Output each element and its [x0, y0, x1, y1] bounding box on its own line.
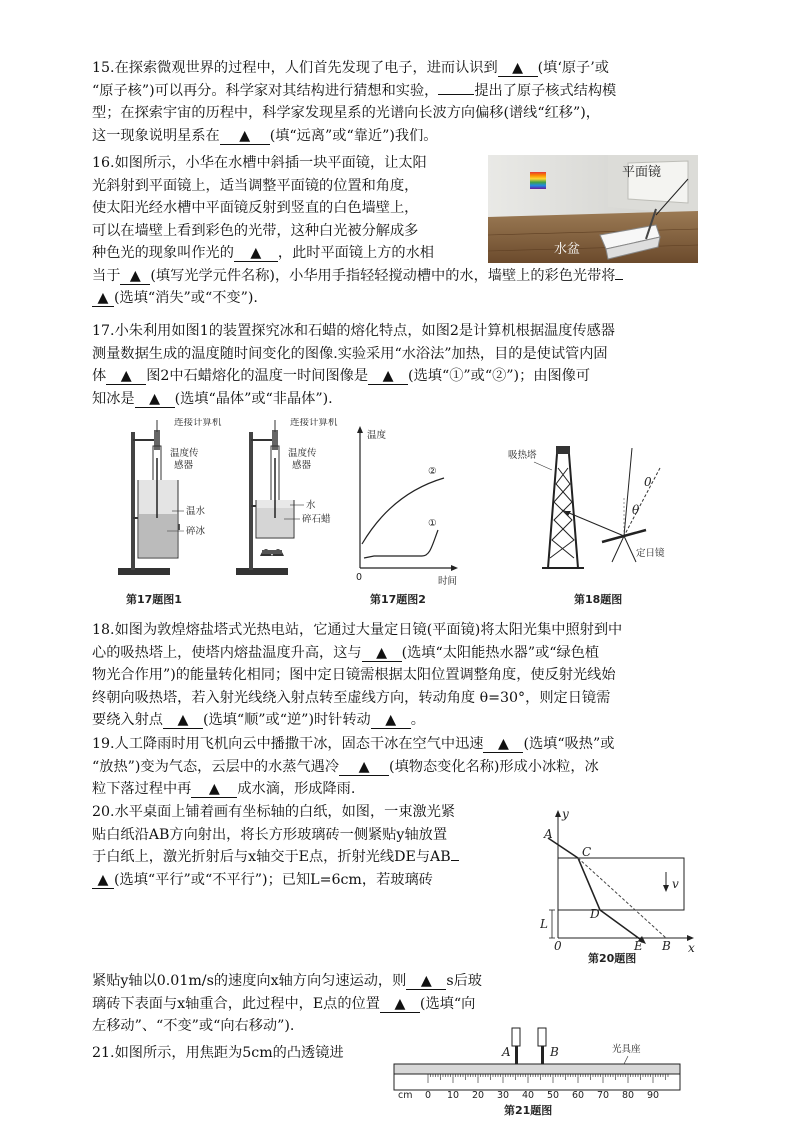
ruler-tick-label: 30 — [497, 1090, 510, 1101]
q15-text: (填“远离”或“靠近”)我们。 — [269, 127, 438, 144]
question-21 — [92, 1042, 377, 1065]
answer-blank[interactable]: ▲ — [371, 712, 411, 729]
fig20-caption: 第20题图 — [588, 952, 637, 965]
q16-text: 可以在墙壁上看到彩色的光带，这种白光被分解成多 — [92, 222, 419, 239]
q17-text: 知冰是 — [92, 390, 135, 407]
fig1b-wax-label: 碎石蜡 — [302, 514, 331, 525]
question-19 — [92, 733, 704, 801]
curve-1-label: ① — [428, 518, 437, 529]
q17-text: 测量数据生成的温度随时间变化的图像.实验采用“水浴法”加热，目的是使试管内固 — [92, 345, 608, 362]
answer-blank[interactable]: ▲ — [163, 712, 203, 729]
fig17-1-apparatus — [118, 418, 222, 606]
fig1-computer-label: 连接计算机 — [174, 418, 222, 428]
q19-text: “放热”)变为气态，云层中的水蒸气遇冷 — [92, 758, 340, 775]
q18-text: 物光合作用”)的能量转化相同；图中定日镜需根据太阳位置调整角度，使反射光线始 — [92, 667, 616, 683]
q19-text: (填物态变化名称)形成小冰粒，冰 — [389, 758, 599, 775]
fig1b-sensor-label-2: 感器 — [292, 460, 312, 471]
q15-text: 这一现象说明星系在 — [92, 127, 220, 144]
question-20 — [92, 801, 522, 891]
q17-text: (选填“晶体”或“非晶体”). — [174, 390, 333, 407]
ruler-labels — [425, 1090, 659, 1101]
answer-blank[interactable]: ▲ — [92, 872, 114, 889]
curve-2-label: ② — [428, 466, 437, 477]
q18-text: 终朝向吸热塔，若入射光线绕入射点转至虚线方向，转动角度 θ=30°，则定日镜需 — [92, 689, 611, 706]
ruler-tick-label: 90 — [647, 1090, 660, 1101]
q15-text: (填‘原子’或 — [537, 60, 609, 76]
fig18-caption: 第18题图 — [574, 593, 623, 606]
fig1b-sensor-label: 温度传 — [288, 448, 317, 459]
q21-text: 21.如图所示，用焦距为5cm的凸透镜进 — [92, 1045, 344, 1061]
fig21-caption: 第21题图 — [504, 1104, 553, 1117]
fig17-2-caption: 第17题图2 — [370, 593, 426, 606]
answer-blank[interactable]: ▲ — [191, 781, 237, 798]
curve-1-line — [364, 530, 438, 558]
answer-blank[interactable] — [615, 279, 623, 280]
fig2-origin: 0 — [356, 572, 363, 583]
q18-text: 。 — [410, 712, 425, 728]
q20-text: 于白纸上，激光折射后与x轴交于E点，折射光线DE与AB — [92, 849, 451, 865]
answer-blank[interactable]: ▲ — [120, 268, 150, 285]
answer-blank[interactable]: ▲ — [368, 368, 408, 385]
q20-text: 20.水平桌面上铺着画有坐标轴的白纸，如图，一束激光紧 — [92, 804, 456, 820]
answer-blank[interactable]: ▲ — [234, 245, 278, 262]
answer-blank[interactable]: ▲ — [135, 391, 175, 408]
point-b-label: B — [550, 1045, 559, 1059]
mirror-label: 平面镜 — [622, 165, 662, 180]
fig3-theta: θ — [632, 503, 640, 517]
q19-text: 19.人工降雨时用飞机向云中播撒干冰，固态干冰在空气中迅速 — [92, 736, 484, 752]
fig3-mirror-label: 定日镜 — [636, 548, 665, 559]
figure-strip-17-18 — [112, 418, 688, 610]
q16-text: 使太阳光经水槽中平面镜反射到竖直的白色墙壁上， — [92, 200, 419, 216]
fig1-ice-label: 碎冰 — [186, 526, 206, 537]
q20-text: (选填“平行”或“不平行”)；已知L=6cm，若玻璃砖 — [114, 871, 433, 888]
question-17 — [92, 320, 704, 410]
answer-blank[interactable] — [451, 860, 459, 861]
point-a-label: A — [544, 827, 553, 841]
q16-text: (填写光学元件名称)，小华用手指轻轻搅动槽中的水，墙壁上的彩色光带将 — [150, 267, 616, 284]
fig17-2-graph — [356, 426, 458, 606]
q18-text: (选填“太阳能热水器”或“绿色植 — [401, 644, 600, 661]
q17-text: 图2中石蜡熔化的温度一时间图像是 — [146, 368, 369, 384]
ruler-tick-label: 0 — [425, 1090, 432, 1101]
axis-x-label: x — [688, 941, 695, 955]
answer-blank[interactable] — [438, 94, 474, 95]
point-e-label: E — [634, 939, 643, 953]
point-d-label: D — [590, 907, 600, 921]
fig17-1b-apparatus — [236, 418, 338, 575]
q20-text: 左移动”、“不变”或“向右移动”). — [92, 1018, 295, 1034]
q16-text: 当于 — [92, 267, 121, 284]
answer-blank[interactable]: ▲ — [339, 759, 389, 776]
fig3-o: 0 — [644, 475, 652, 489]
question-18 — [92, 619, 704, 732]
q19-text: 粒下落过程中再 — [92, 781, 192, 797]
mirror-basin-photo — [488, 155, 698, 263]
ruler-tick-label: 10 — [447, 1090, 460, 1101]
q16-text: 光斜射到平面镜上，适当调整平面镜的位置和角度， — [92, 177, 419, 194]
q18-text: 要绕入射点 — [92, 712, 163, 728]
unit-label: cm — [398, 1090, 413, 1101]
ruler-tick-label: 40 — [522, 1090, 535, 1101]
ruler-tick-label: 80 — [622, 1090, 635, 1101]
answer-blank[interactable]: ▲ — [220, 128, 270, 145]
axis-y-label: y — [562, 808, 569, 821]
answer-blank[interactable]: ▲ — [483, 736, 523, 753]
question-15 — [92, 57, 704, 147]
fig17-1-caption: 第17题图1 — [126, 593, 182, 606]
ruler-tick-label: 60 — [572, 1090, 585, 1101]
fig18-tower — [508, 446, 665, 606]
q15-text: 型；在探索宇宙的历程中，科学家发现星系的光谱向长波方向偏移(谱线“红移”)， — [92, 105, 600, 121]
q15-text: 15.在探索微观世界的过程中，人们首先发现了电子，进而认识到 — [92, 60, 498, 76]
velocity-label: v — [672, 877, 679, 891]
q17-text: 体 — [92, 368, 107, 384]
fig2-xlabel: 时间 — [438, 576, 458, 587]
bench-label: 光具座 — [612, 1044, 641, 1055]
point-a-label: A — [502, 1045, 511, 1059]
fig20-refraction-diagram — [540, 808, 700, 966]
point-b-label: B — [662, 939, 671, 953]
answer-blank[interactable]: ▲ — [362, 645, 402, 662]
q20-text: (选填“向 — [419, 995, 476, 1012]
q16-text: 16.如图所示，小华在水槽中斜插一块平面镜，让太阳 — [92, 155, 427, 171]
q20-text: 璃砖下表面与x轴重合，此过程中，E点的位置 — [92, 995, 380, 1012]
answer-blank[interactable]: ▲ — [92, 290, 114, 307]
q16-text: ，此时平面镜上方的水相 — [277, 245, 434, 261]
q20-text: 紧贴y轴以0.01m/s的速度向x轴方向匀速运动，则 — [92, 973, 407, 989]
q17-text: (选填“①”或“②”)；由图像可 — [408, 368, 591, 384]
point-c-label: C — [582, 845, 592, 859]
q20-text: 贴白纸沿AB方向射出，将长方形玻璃砖一侧紧贴y轴放置 — [92, 826, 448, 843]
q18-text: 心的吸热塔上，使塔内熔盐温度升高，这与 — [92, 644, 362, 661]
ruler-tick-label: 20 — [472, 1090, 485, 1101]
q16-text: 种色光的现象叫作光的 — [92, 245, 234, 261]
fig3-tower-label: 吸热塔 — [508, 450, 537, 461]
curve-2-line — [362, 478, 444, 544]
length-l-label: L — [540, 917, 548, 931]
q19-text: 成水滴，形成降雨. — [237, 781, 356, 797]
fig1-water-label: 温水 — [186, 506, 206, 517]
fig1-sensor-label: 温度传 — [170, 448, 199, 459]
answer-blank[interactable]: ▲ — [406, 973, 446, 990]
q20-text: s后玻 — [446, 973, 482, 989]
fig1b-water-label: 水 — [306, 500, 316, 511]
q15-text: 提出了原子核式结构模 — [474, 82, 617, 99]
fig2-ylabel: 温度 — [367, 430, 387, 441]
q15-text: “原子核”)可以再分。科学家对其结构进行猜想和实验， — [92, 82, 439, 99]
fig21-optical-bench — [392, 1026, 684, 1118]
answer-blank[interactable]: ▲ — [106, 368, 146, 385]
rainbow-band — [530, 172, 546, 189]
origin-label: 0 — [554, 939, 562, 953]
fig1-sensor-label-2: 感器 — [174, 460, 194, 471]
answer-blank[interactable]: ▲ — [380, 996, 420, 1013]
ruler-tick-label: 70 — [597, 1090, 610, 1101]
basin-label: 水盆 — [554, 242, 581, 257]
ruler-tick-label: 50 — [547, 1090, 560, 1101]
fig1b-computer-label: 连接计算机 — [290, 418, 338, 428]
q17-text: 17.小朱利用如图1的装置探究冰和石蜡的熔化特点，如图2是计算机根据温度传感器 — [92, 323, 615, 339]
q19-text: (选填“吸热”或 — [523, 736, 615, 752]
q18-text: (选填“顺”或“逆”)时针转动 — [202, 712, 371, 728]
answer-blank[interactable]: ▲ — [498, 60, 538, 77]
q16-text: (选填“消失”或“不变”). — [114, 290, 258, 306]
q18-text: 18.如图为敦煌熔盐塔式光热电站，它通过大量定日镜(平面镜)将太阳光集中照射到中 — [92, 622, 623, 638]
